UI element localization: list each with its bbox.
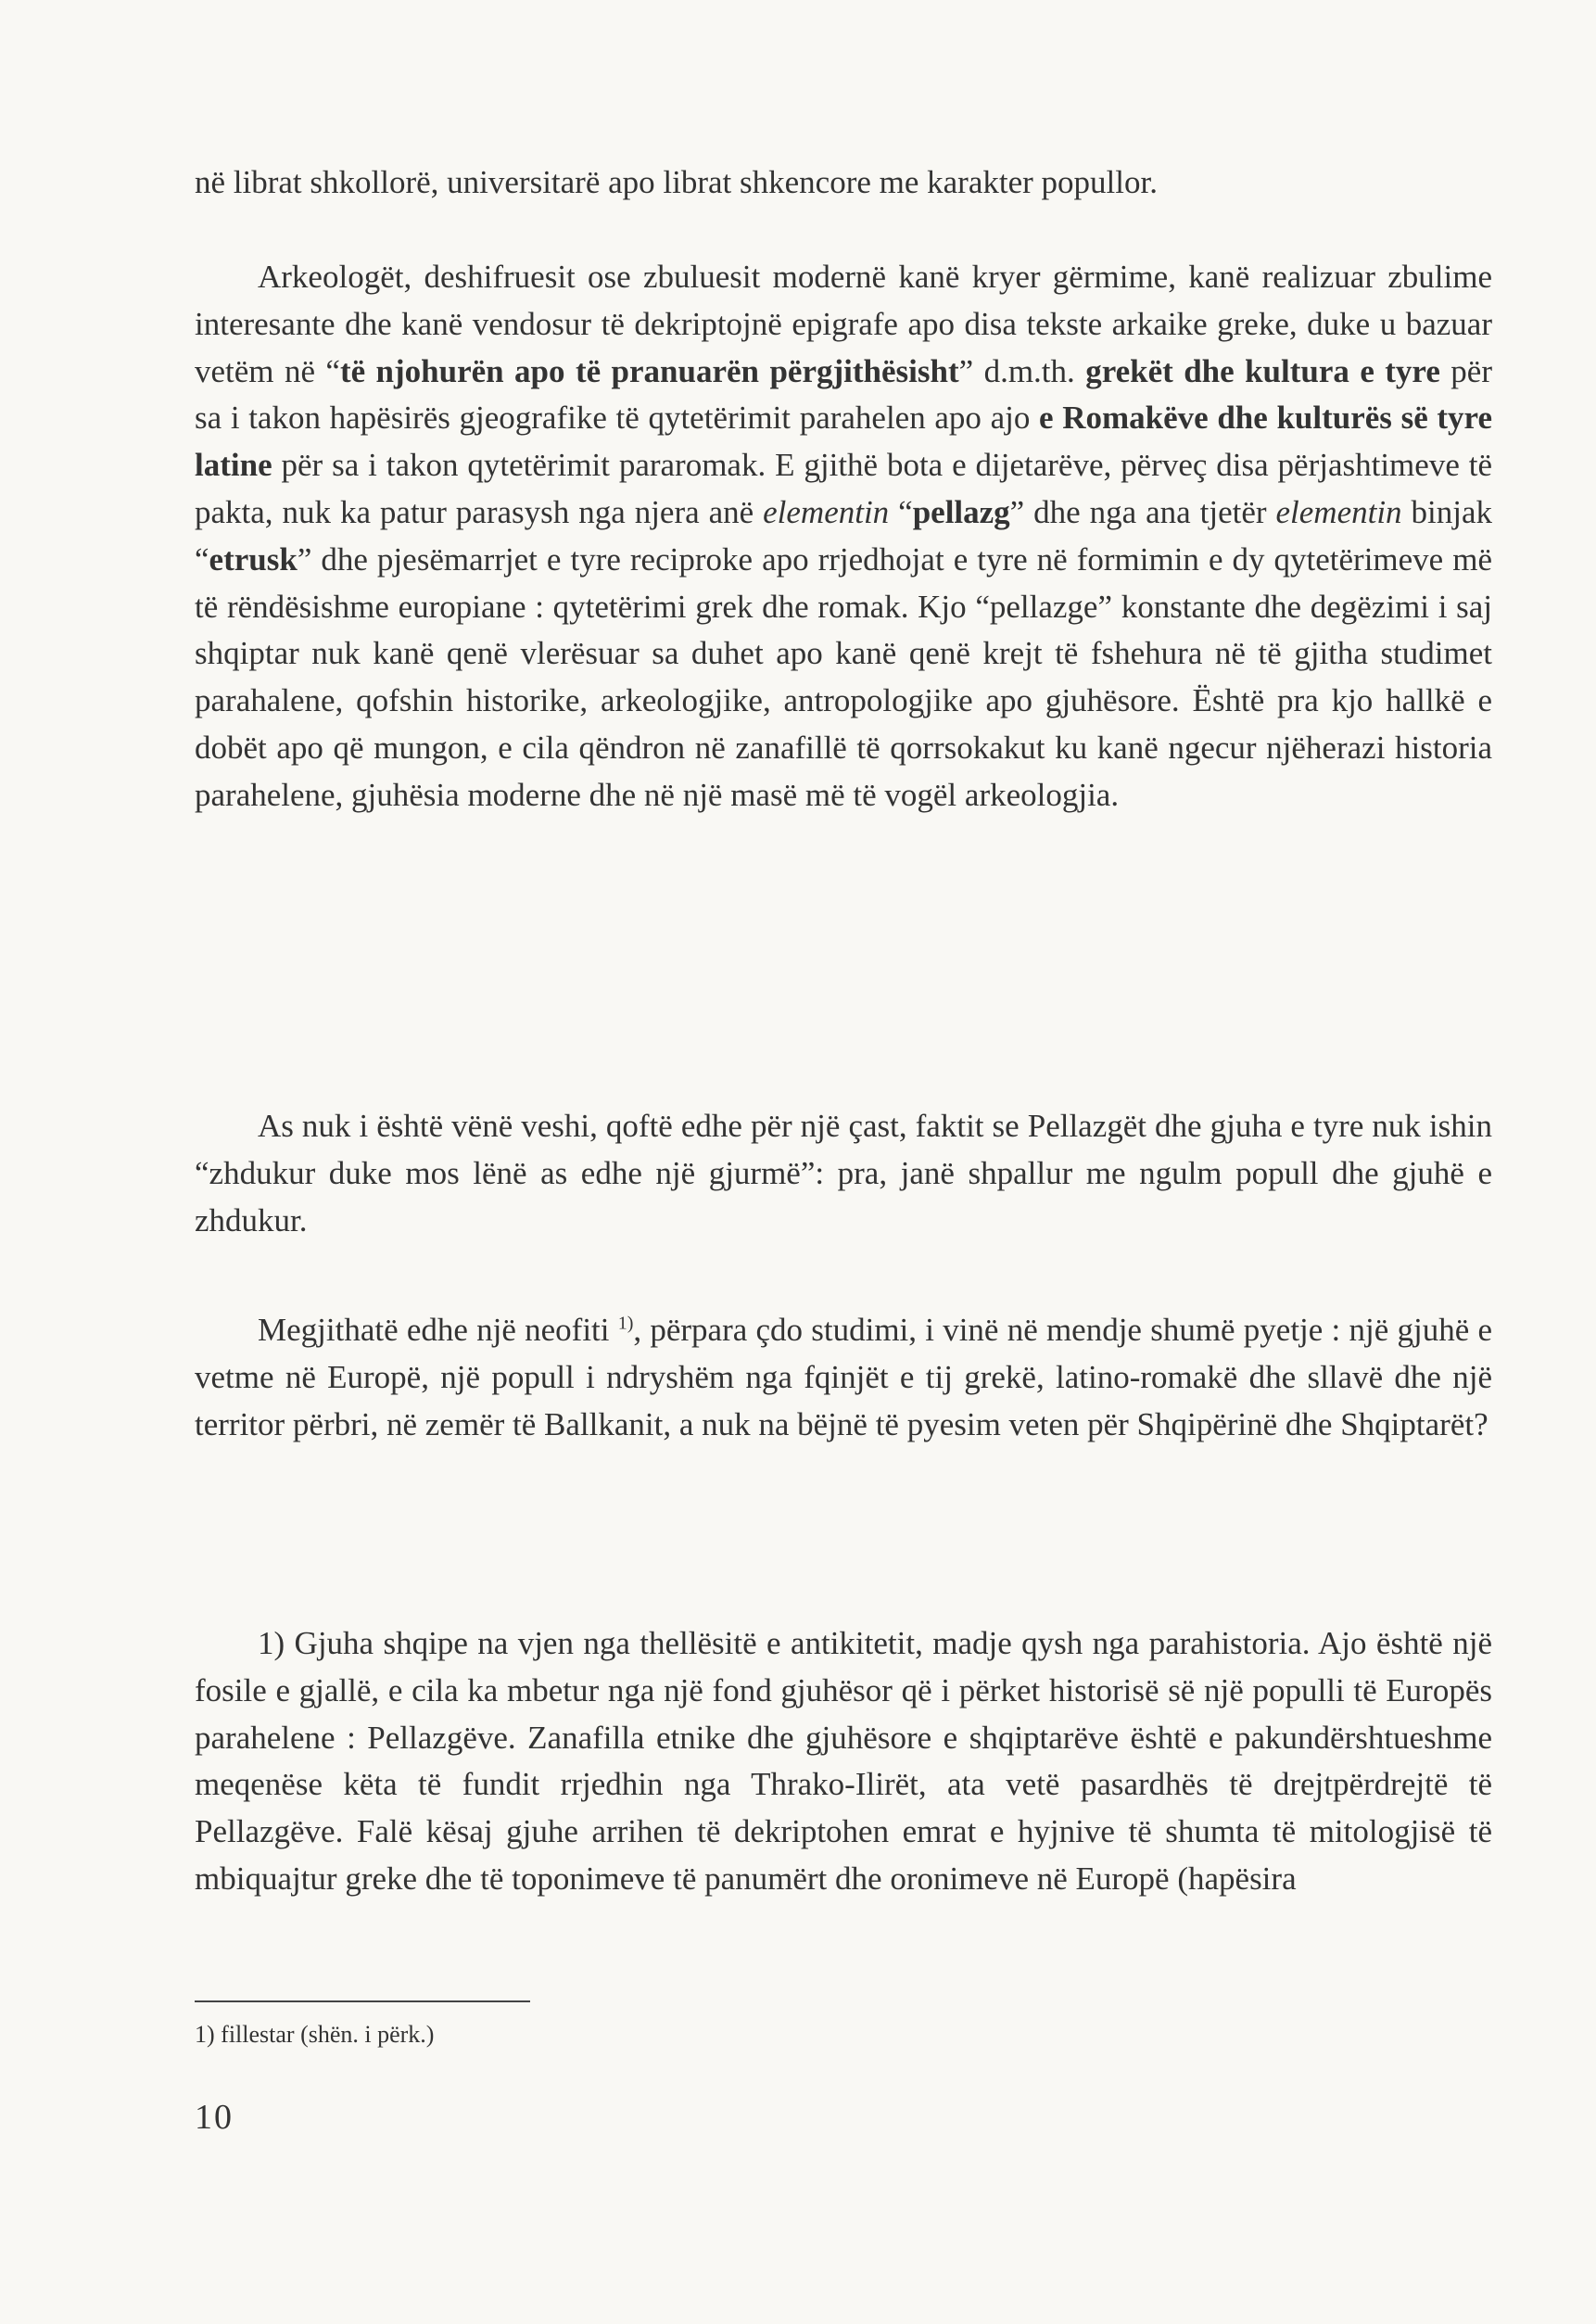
paragraph-0: në librat shkollorë, universitarë apo librat shkencore me karakter popullor.	[195, 164, 1158, 200]
p1-text-5: “	[889, 493, 913, 530]
page-number: 10	[195, 2098, 234, 2137]
p1-text-1: Arkeologët, deshifruesit ose zbuluesit modernë kanë kryer gërmime, kanë realizuar zbulime interesante dhe kanë vendosur të dekriptojnë epigrafe apo disa tekste arkaike greke, duke u bazuar vetëm në “	[195, 259, 1492, 389]
p1-text-2: ” d.m.th.	[958, 352, 1086, 389]
paragraph-4-block	[195, 1620, 1492, 1903]
p1-bold-5: etrusk	[209, 540, 298, 578]
paragraph-4: 1) Gjuha shqipe na vjen nga thellësitë e antikitetit, madje qysh nga parahistoria. Ajo është një fosile e gjallë, e cila ka mbetur nga një fond gjuhësor që i përket historisë së një populli të Europës parahelene : Pellazgëve. Zanafilla etnike dhe gjuhësore e shqiptarëve është e pakundërshtueshme meqenëse këta të fundit rrjedhin nga Thrako-Ilirët, ata vetë pasardhës të drejtpërdrejtë të Pellazgëve. Falë kësaj gjuhe arrihen të dekriptohen emrat e hyjnive të shumta të mitologjisë të mbiquajtur greke dhe të toponimeve të panumërt dhe oronimeve në Europë (hapësira	[195, 1625, 1492, 1897]
p1-bold-3: e Romakëve dhe kulturës së tyre latine	[195, 400, 1492, 484]
p3-text-1: Megjithatë edhe një neofiti	[258, 1312, 618, 1348]
p1-text-3: për sa i takon hapësirës gjeografike të qytetërimit parahelen apo ajo	[195, 352, 1492, 437]
paragraph-1	[195, 254, 1492, 819]
paragraph-3-block	[195, 1307, 1492, 1448]
paragraph-continuation	[195, 159, 1492, 207]
paragraph-2: As nuk i është vënë veshi, qoftë edhe për një çast, faktit se Pellazgët dhe gjuha e tyre nuk ishin “zhdukur duke mos lënë as edhe një gjurmë”: pra, janë shpallur me ngulm popull dhe gjuhë e zhdukur.	[195, 1108, 1492, 1238]
footnote: 1) fillestar (shën. i përk.)	[195, 2021, 435, 2048]
paragraph-1-block	[195, 254, 1492, 819]
p1-bold-2: grekët dhe kultura e tyre	[1085, 352, 1440, 389]
p1-italic-1: elementin	[763, 493, 890, 530]
p1-bold-1: të njohurën apo të pranuarën përgjithësisht	[339, 352, 959, 389]
footnote-separator	[195, 2000, 530, 2002]
p1-bold-4: pellazg	[912, 493, 1010, 530]
paragraph-2-block	[195, 1103, 1492, 1244]
p1-text-7: binjak “	[195, 493, 1492, 578]
p1-italic-2: elementin	[1275, 493, 1402, 530]
p3-text-2: , përpara çdo studimi, i vinë në mendje shumë pyetje : një gjuhë e vetme në Europë, një popull i ndryshëm nga fqinjët e tij grekë, latino-romakë dhe sllavë dhe një territor përbri, në zemër të Ballkanit, a nuk na bëjnë të pyesim veten për Shqipërinë dhe Shqiptarët?	[195, 1312, 1492, 1442]
p1-text-8: ” dhe pjesëmarrjet e tyre reciproke apo rrjedhojat e tyre në formimin e dy qytetërimeve më të rëndësishme europiane : qytetërimi grek dhe romak. Kjo “pellazge” konstante dhe degëzimi i saj shqiptar nuk kanë qenë vlerësuar sa duhet apo kanë qenë krejt të fshehura në të gjitha studimet parahalene, qofshin historike, arkeologjike, antropologjike apo gjuhësore. Është pra kjo hallkë e dobët apo që mungon, e cila qëndron në zanafillë të qorrsokakut ku kanë ngecur njëherazi historia parahelene, gjuhësia moderne dhe në një masë më të vogël arkeologjia.	[195, 540, 1492, 813]
footnote-reference: 1)	[617, 1313, 634, 1334]
p1-text-4: për sa i takon qytetërimit pararomak. E gjithë bota e dijetarëve, përveç disa përjashtimeve të pakta, nuk ka patur parasysh nga njera anë	[195, 447, 1492, 530]
p1-text-6: ” dhe nga ana tjetër	[1009, 493, 1276, 530]
paragraph-3	[195, 1307, 1492, 1448]
